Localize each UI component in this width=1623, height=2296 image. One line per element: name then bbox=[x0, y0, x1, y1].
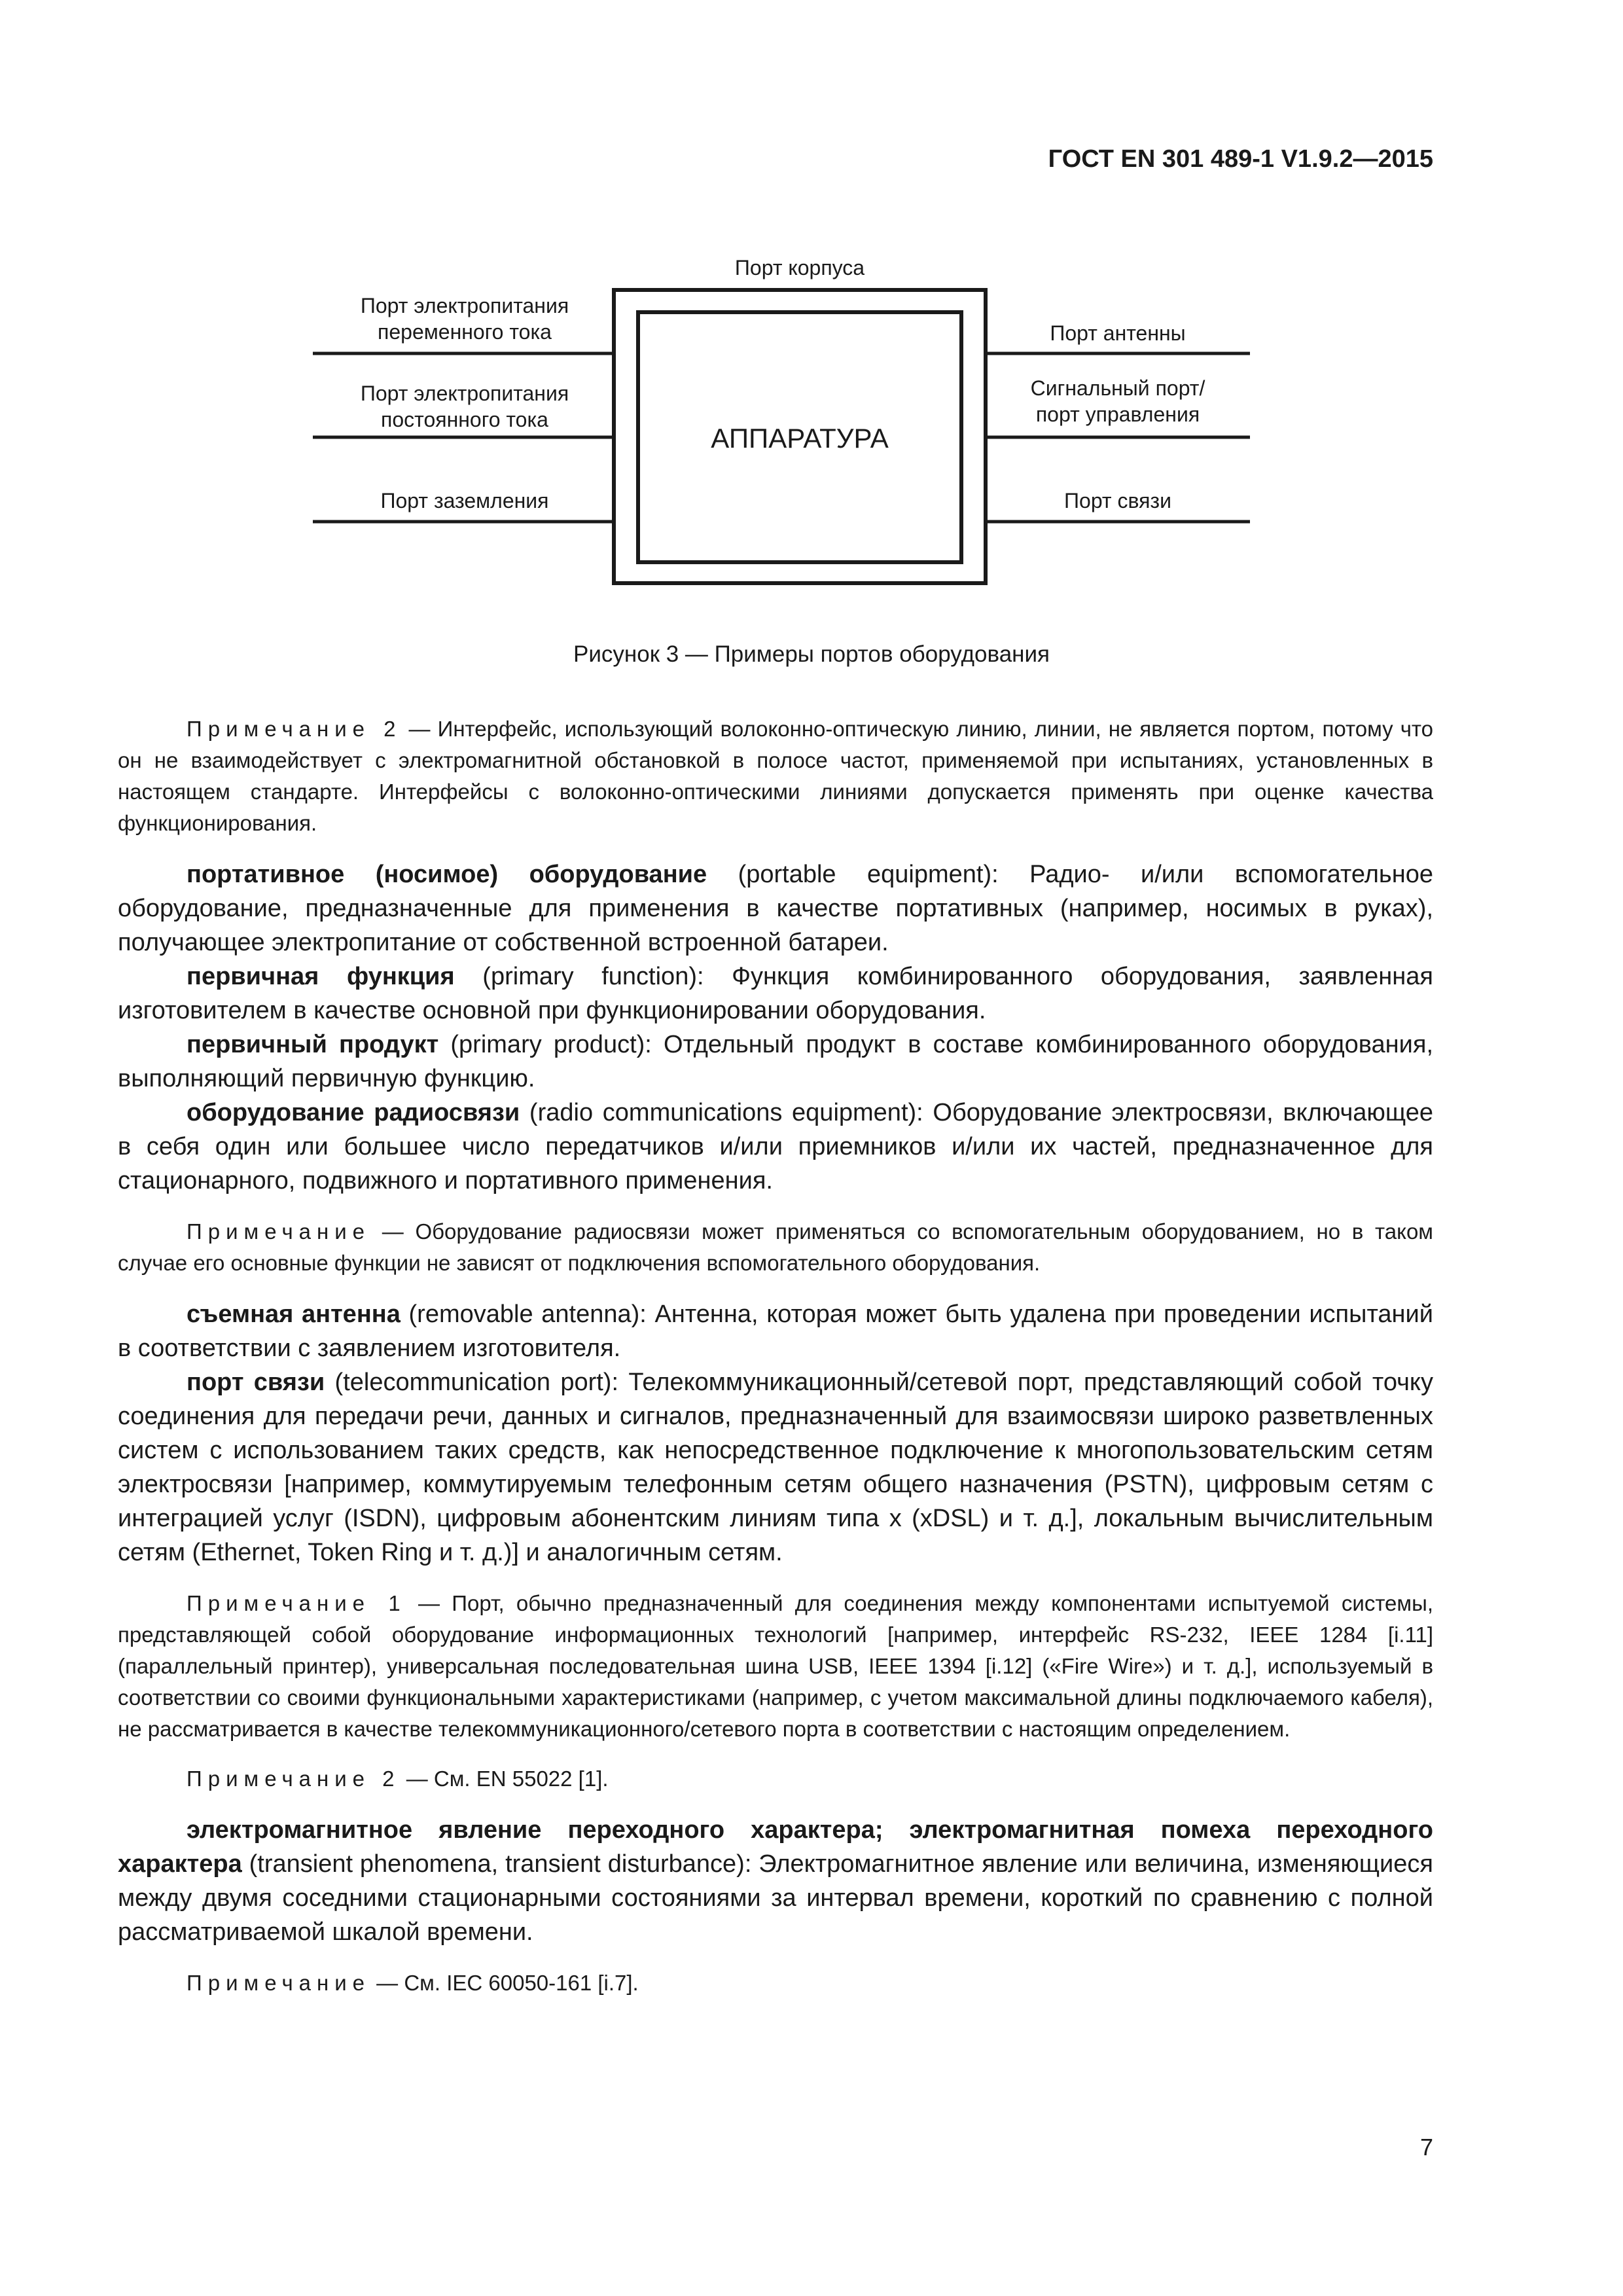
definition-transient bbox=[118, 1813, 1433, 1949]
term-definition: (transient phenomena, transient disturbance): Электромагнитное явление или величина, изменяющиеся между двумя соседними стационарными состояниями за интервал времени, короткий по сравнению с полной рассматриваемой шкалой времени. bbox=[118, 1850, 1433, 1946]
term-name: первичный продукт bbox=[187, 1031, 439, 1058]
note-label: Примечание bbox=[187, 1219, 371, 1244]
definition-removable-antenna bbox=[118, 1297, 1433, 1365]
antenna-port-label: Порт антенны bbox=[1050, 321, 1186, 345]
term-definition: (removable antenna): Антенна, которая может быть удалена при проведении испытаний в соответствии с заявлением изготовителя. bbox=[118, 1300, 1433, 1362]
note-radio-equipment bbox=[118, 1216, 1433, 1279]
note-label: Примечание 2 bbox=[187, 1767, 401, 1791]
term-definition: (telecommunication port): Телекоммуникационный/сетевой порт, представляющий собой точку соединения для передачи речи, данных и сигналов, предназначенный для взаимосвязи широко разветвленных систем с использованием таких средств, как непосредственное подключение к многопользовательским сетям электросвязи [например, коммутируемым телефонным сетям общего назначения (PSTN), цифровым сетям с интеграцией услуг (ISDN), цифровым абонентским линиям типа x (xDSL) и т. д.], локальным вычислительным сетям (Ethernet, Token Ring и т. д.)] и аналогичным сетям. bbox=[118, 1369, 1433, 1566]
note-label: Примечание 2 bbox=[187, 717, 402, 741]
ac-power-port-label-1: Порт электропитания bbox=[360, 294, 569, 317]
apparatus-label: АППАРАТУРА bbox=[711, 423, 889, 454]
dc-power-port-label-1: Порт электропитания bbox=[360, 382, 569, 405]
ports-diagram bbox=[0, 0, 1623, 628]
note-telecom-port-1 bbox=[118, 1588, 1433, 1745]
ac-power-port-label-2: переменного тока bbox=[378, 320, 552, 344]
term-name: электромагнитное явление переходного характера; электромагнитная помеха переходного характера bbox=[118, 1816, 1433, 1878]
term-definition: (radio communications equipment): Оборудование электросвязи, включающее в себя один или большее число передатчиков и/или приемников и/или их частей, предназначенное для стационарного, подвижного и портативного применения. bbox=[118, 1099, 1434, 1194]
note-text: — Оборудование радиосвязи может применяться со вспомогательным оборудованием, но в таком случае его основные функции не зависят от подключения вспомогательного оборудования. bbox=[118, 1219, 1433, 1275]
term-name: портативное (носимое) оборудование bbox=[187, 861, 707, 888]
signal-port-label-1: Сигнальный порт/ bbox=[1030, 376, 1205, 400]
document-header: ГОСТ EN 301 489-1 V1.9.2—2015 bbox=[1048, 145, 1433, 173]
note-telecom-port-2 bbox=[118, 1763, 1433, 1795]
note-fiber-optic bbox=[118, 713, 1433, 839]
definition-portable-equipment bbox=[118, 857, 1433, 960]
note-text: — Интерфейс, использующий волоконно-оптическую линию, линии, не является портом, потому что он не взаимодействует с электромагнитной обстановкой в полосе частот, применяемой при испытаниях, установленных в настоящем стандарте. Интерфейсы с волоконно-оптическими линиями допускается применять при оценке качества функционирования. bbox=[118, 717, 1434, 835]
enclosure-port-label: Порт корпуса bbox=[734, 256, 865, 279]
term-name: первичная функция bbox=[187, 963, 455, 990]
document-body bbox=[118, 713, 1433, 2017]
note-label: Примечание bbox=[187, 1971, 371, 1995]
page-number: 7 bbox=[1419, 2134, 1433, 2161]
note-text: — Порт, обычно предназначенный для соединения между компонентами испытуемой системы, представляющей собой оборудование информационных технологий [например, интерфейс RS-232, IEEE 1284 [i.11] (параллельный принтер), универсальная последовательная шина USB, IEEE 1394 [i.12] («Fire Wire») и т. д.], используемый в соответствии со своими функциональными характеристиками (например, с учетом максимальной длины подключаемого кабеля), не рассматривается в качестве телекоммуникационного/сетевого порта в соответствии с настоящим определением. bbox=[118, 1591, 1433, 1741]
figure-caption: Рисунок 3 — Примеры портов оборудования bbox=[573, 641, 1050, 667]
term-definition: (primary product): Отдельный продукт в составе комбинированного оборудования, выполняющий первичную функцию. bbox=[118, 1031, 1433, 1092]
definition-telecom-port bbox=[118, 1365, 1433, 1570]
dc-power-port-label-2: постоянного тока bbox=[381, 408, 548, 431]
term-name: порт связи bbox=[187, 1369, 325, 1396]
signal-port-label-2: порт управления bbox=[1035, 403, 1200, 426]
definition-primary-function bbox=[118, 960, 1433, 1028]
note-text: — См. IEC 60050-161 [i.7]. bbox=[370, 1971, 639, 1995]
note-label: Примечание 1 bbox=[187, 1591, 406, 1615]
term-definition: (primary function): Функция комбинированного оборудования, заявленная изготовителем в качестве основной при функционировании оборудования. bbox=[118, 963, 1433, 1024]
note-text: — См. EN 55022 [1]. bbox=[400, 1767, 609, 1791]
term-name: съемная антенна bbox=[187, 1300, 401, 1328]
earth-port-label: Порт заземления bbox=[380, 489, 549, 512]
term-name: оборудование радиосвязи bbox=[187, 1099, 520, 1126]
term-definition: (portable equipment): Радио- и/или вспомогательное оборудование, предназначенные для применения в качестве портативных (например, носимых в руках), получающее электропитание от собственной встроенной батареи. bbox=[118, 861, 1433, 956]
note-transient bbox=[118, 1967, 1433, 1999]
telecom-port-label: Порт связи bbox=[1064, 489, 1171, 512]
definition-primary-product bbox=[118, 1028, 1433, 1096]
definition-radio-equipment bbox=[118, 1096, 1433, 1198]
